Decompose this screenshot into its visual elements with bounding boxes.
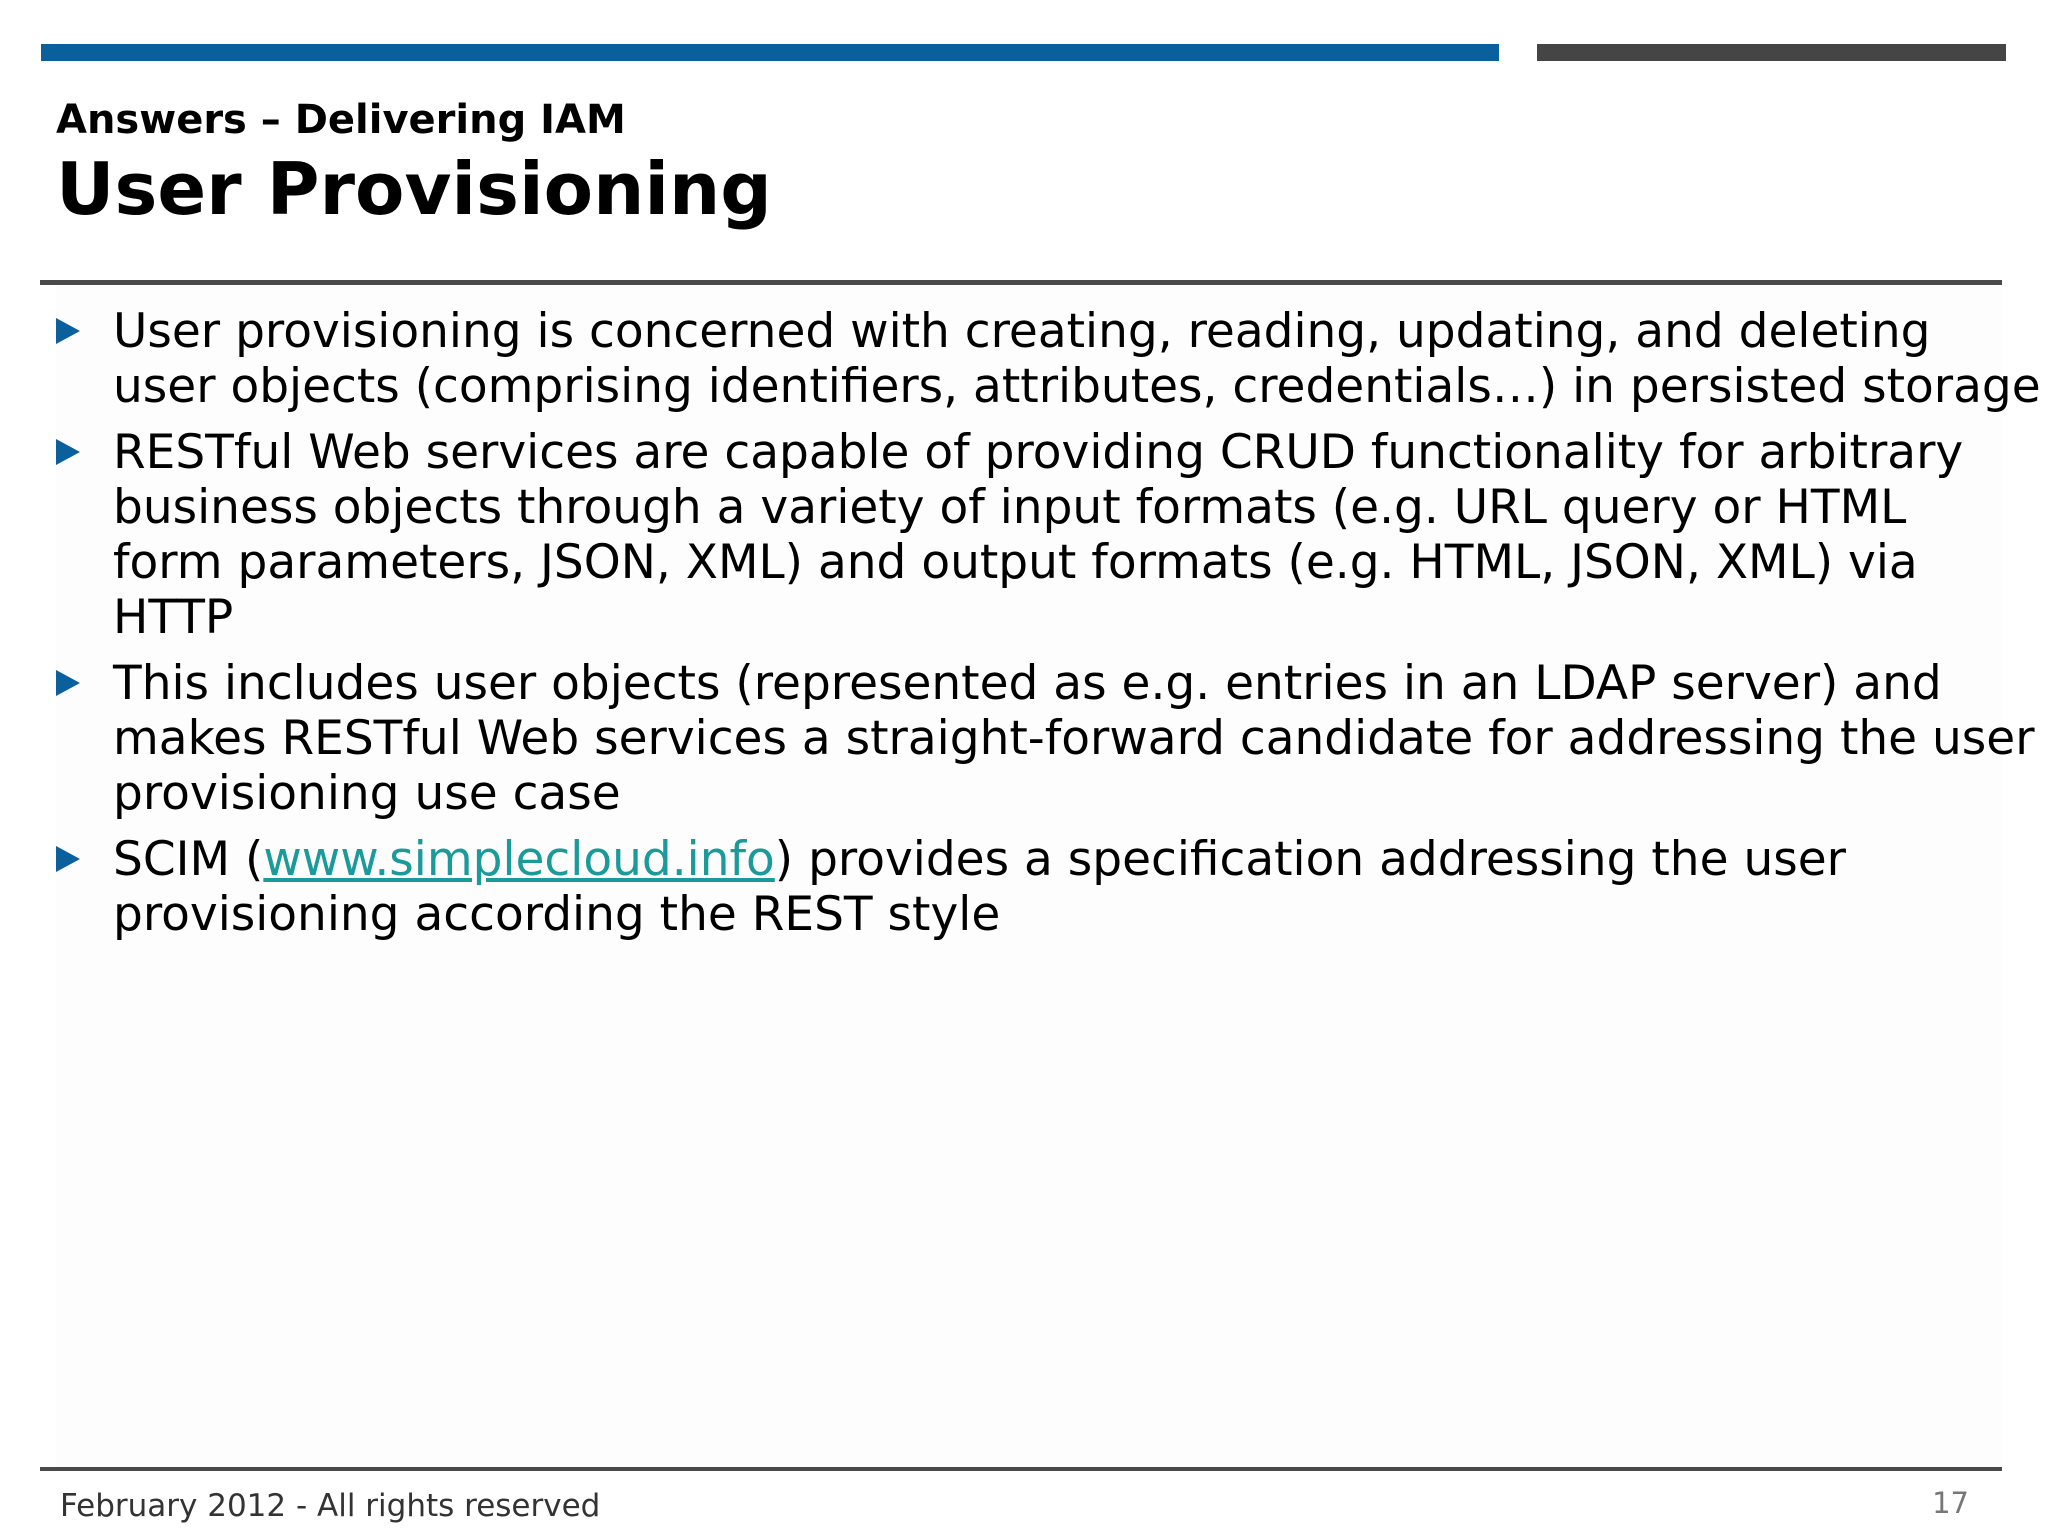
- bullet-list: [56, 304, 2041, 953]
- bullet-text-line: HTTP: [113, 590, 234, 645]
- top-accent-bar-blue: [41, 44, 1499, 61]
- bullet-text-line: User provisioning is concerned with creating, reading, updating, and deleting: [113, 304, 1931, 359]
- bullet-text-line: user objects (comprising identifiers, attributes, credentials…) in persisted storage: [113, 359, 2041, 414]
- bullet-item: [56, 425, 2004, 645]
- bullet-text-line: business objects through a variety of input formats (e.g. URL query or HTML: [113, 480, 1907, 535]
- triangle-bullet-icon: [56, 439, 80, 465]
- slide-subtitle: Answers – Delivering IAM: [56, 97, 626, 143]
- footer-copyright: February 2012 - All rights reserved: [60, 1488, 601, 1524]
- bullet-text-line: makes RESTful Web services a straight-forward candidate for addressing the user: [113, 711, 2035, 766]
- bullet-text-line: provisioning according the REST style: [113, 887, 1001, 942]
- triangle-bullet-icon: [56, 846, 80, 872]
- bullet-text-line: This includes user objects (represented as e.g. entries in an LDAP server) and: [113, 656, 1942, 711]
- simplecloud-link[interactable]: www.simplecloud.info: [263, 832, 775, 887]
- bullet-text-line: form parameters, JSON, XML) and output formats (e.g. HTML, JSON, XML) via: [113, 535, 1918, 590]
- bullet-text-line: ) provides a specification addressing the user: [774, 832, 1846, 887]
- bullet-text-line: SCIM (: [113, 832, 264, 887]
- page-number: 17: [1932, 1486, 1969, 1520]
- top-accent-bar-gray: [1537, 44, 2006, 61]
- triangle-bullet-icon: [56, 318, 80, 344]
- bullet-text-line: provisioning use case: [113, 766, 621, 821]
- triangle-bullet-icon: [56, 670, 80, 696]
- bullet-item: [56, 304, 2041, 414]
- bullet-item: [56, 656, 2035, 821]
- slide-title: User Provisioning: [56, 147, 772, 231]
- bullet-text-line: RESTful Web services are capable of providing CRUD functionality for arbitrary: [113, 425, 1964, 480]
- bullet-item: [56, 832, 2004, 942]
- footer-divider: [40, 1467, 2002, 1471]
